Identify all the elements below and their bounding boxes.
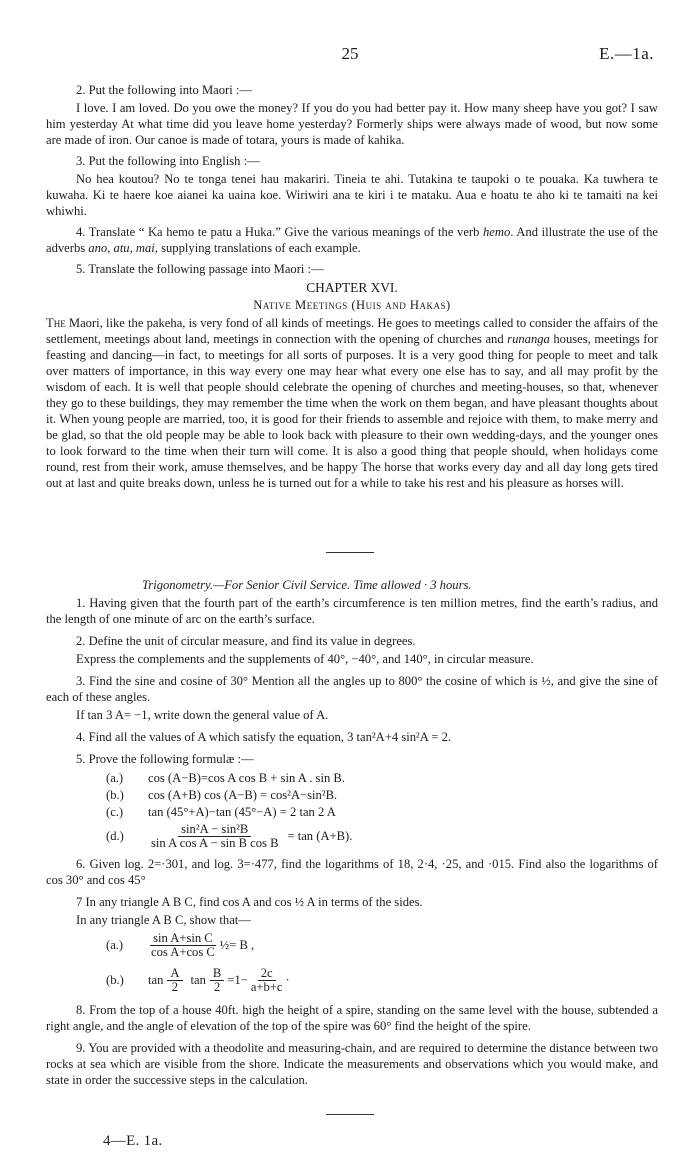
trig-question-1: 1. Having given that the fourth part of the earth’s circumference is ten million metres, find the earth’s radius, and the length of one minute of arc on the earth’s surface.	[46, 596, 658, 626]
translation-passage	[46, 315, 658, 491]
trigonometry-questions	[46, 577, 658, 1088]
fraction-denominator: 2	[171, 979, 179, 994]
print-signature: 4—E. 1a.	[103, 1133, 163, 1149]
tan-word: tan	[148, 973, 164, 987]
formula-label: (a.)	[106, 770, 124, 785]
end-divider	[326, 1114, 374, 1115]
q4-text-a: 4. Translate “ Ka hemo te patu a Huka.” Give the various meanings of the verb	[76, 225, 483, 239]
trig-question-7a: 7 In any triangle A B C, find cos A and cos ½ A in terms of the sides.	[76, 895, 423, 909]
maori-questions	[46, 82, 658, 491]
formula-list	[46, 769, 658, 852]
question-2-heading: 2. Put the following into Maori :—	[76, 83, 252, 97]
question-4	[46, 224, 658, 256]
formula-label: (a.)	[106, 938, 124, 952]
formula-d	[106, 820, 658, 852]
question-2-body: I love. I am loved. Do you owe the money? If you do you had better pay it. How many sheep have you got? I saw him yesterday At what time did you leave home yesterday? Formerly ships were always made of wood, but now some are made of iron. Our canoe is made of totara, yours is made of kahika.	[46, 101, 658, 147]
q4-word-hemo: hemo	[482, 225, 511, 239]
formula-text: cos (A−B)=cos A cos B + sin A . sin B.	[148, 770, 345, 785]
formula-c	[106, 803, 658, 820]
tan-word: tan	[190, 973, 206, 987]
fraction-numerator: sin²A − sin²B	[178, 823, 251, 837]
fraction-numerator: A	[167, 967, 182, 981]
question-5-heading: 5. Translate the following passage into Maori :—	[76, 262, 324, 276]
formula-text: tan (45°+A)−tan (45°−A) = 2 tan 2 A	[148, 804, 336, 819]
trig-question-7b: In any triangle A B C, show that—	[76, 913, 251, 927]
q4-text-c: supplying translations of each example.	[157, 241, 361, 255]
formula-label: (b.)	[106, 973, 124, 987]
question-3-body: No hea koutou? No te tonga tenei hau makariri. Tineia te ahi. Tutakina te taupoki o te pouaka. Ka tuwhera te kuwaha. Ki te haere koe aianei ka uaina koe. Wiriwiri ana te kiri i te mataku. Aua e hoatu te aho ki te tamaiti na kei whiwhi.	[46, 172, 658, 218]
fraction-numerator: B	[210, 967, 224, 981]
passage-word-runanga: runanga	[507, 332, 550, 346]
half-angle-b	[210, 967, 224, 994]
identity-b-end: ·	[285, 973, 290, 987]
passage-text-b: houses, meetings for feasting and dancing—in fact, to meetings for all sorts of purposes. It is a very good thing for people to meet and talk over matters of importance, in this way every one may hear what every one else has to say, and all may profit by the wisdom of each. It is well that people should celebrate the opening of churches and meeting-houses, so that, whenever they go to these buildings, they may remember the time when the work on them began, and have pleasant thoughts about it. When young people are married, too, it is good for their friends to assemble and rejoice with them, to make merry and be glad, so that the old people may be able to look back with pleasure to their own wedding-days, and the younger ones to look forward to the time when their turn will come. It is also a good thing that people should, when holidays come round, rest from their work, amuse themselves, and be happy The horse that works every day and all day long gets tired out at last and quite breaks down, unless he is turned out for a while to take his rest and his pleasure as horses will.	[46, 332, 658, 490]
trig-question-6: 6. Given log. 2=·301, and log. 3=·477, find the logarithms of 18, 2·4, ·25, and ·015. Find also the logarithms of cos 30° and cos 45°	[46, 857, 658, 887]
identity-b-fraction	[248, 967, 286, 994]
identity-a	[106, 928, 658, 962]
fraction-denominator: 2	[213, 979, 221, 994]
formula-label: (c.)	[106, 804, 124, 819]
trig-question-3b: If tan 3 A= −1, write down the general value of A.	[76, 708, 329, 722]
formula-d-rhs: = tan (A+B).	[287, 829, 353, 843]
identity-b-equals: =1−	[227, 973, 248, 987]
trig-question-5: 5. Prove the following formulæ :—	[76, 752, 254, 766]
identity-a-fraction	[148, 932, 218, 959]
section-divider	[326, 552, 374, 553]
fraction-denominator: cos A+cos C	[151, 944, 215, 959]
document-reference: E.—1a.	[599, 44, 654, 63]
formula-label: (d.)	[106, 829, 124, 843]
q4-adverbs: ano, atu, mai,	[88, 241, 158, 255]
passage-lead-word: The	[46, 316, 66, 330]
page-number: 25	[341, 44, 359, 63]
formula-label: (b.)	[106, 787, 124, 802]
fraction-numerator: 2c	[258, 967, 276, 981]
trig-question-4: 4. Find all the values of A which satisfy the equation, 3 tan²A+4 sin²A = 2.	[76, 730, 452, 744]
formula-a	[106, 769, 658, 786]
trigonometry-title: Trigonometry.—For Senior Civil Service. Time allowed · 3 hours.	[142, 578, 472, 592]
passage-text-a: Maori, like the pakeha, is very fond of all kinds of meetings. He goes to meetings called to consider the affairs of the settlement, meetings about land, meetings in connection with the opening of churches and	[46, 316, 658, 346]
trig-question-2b: Express the complements and the supplements of 40°, −40°, and 140°, in circular measure.	[76, 652, 534, 666]
trig-question-8: 8. From the top of a house 40ft. high the height of a spire, standing on the same level with the house, subtended a right angle, and the angle of elevation of the top of the spire was 60° find the height of the spire.	[46, 1003, 658, 1033]
q4-text-b: . And illustrate the use of the adverbs	[46, 225, 658, 255]
fraction-denominator: sin A cos A − sin B cos B	[151, 835, 279, 850]
fraction-numerator: sin A+sin C	[150, 932, 216, 946]
half-angle-a	[167, 967, 182, 994]
formula-d-fraction	[148, 823, 281, 850]
question-3-heading: 3. Put the following into English :—	[76, 154, 260, 168]
trig-question-3a: 3. Find the sine and cosine of 30° Mention all the angles up to 800° the cosine of which is ½, and give the sine of each of these angles.	[46, 674, 658, 704]
chapter-heading: CHAPTER XVI.	[306, 280, 398, 295]
identity-a-rhs: ½= B ,	[219, 938, 255, 952]
formula-text: cos (A+B) cos (A−B) = cos²A−sin²B.	[148, 787, 338, 802]
identity-b	[106, 962, 658, 998]
fraction-denominator: a+b+c	[250, 979, 283, 994]
chapter-subheading: Native Meetings (Huis and Hakas)	[253, 298, 451, 312]
trig-question-2a: 2. Define the unit of circular measure, and find its value in degrees.	[76, 634, 416, 648]
trig-question-9: 9. You are provided with a theodolite and measuring-chain, and are required to determine the distance between two rocks at sea which are visible from the shore. Indicate the measurements and observations which you would make, and state in order the successive steps in the calculation.	[46, 1041, 658, 1087]
formula-b	[106, 786, 658, 803]
